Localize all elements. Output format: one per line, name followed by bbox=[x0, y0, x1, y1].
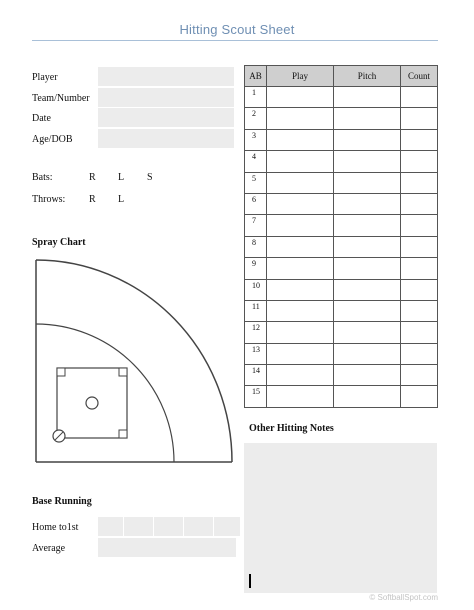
table-row bbox=[245, 172, 438, 193]
table-row bbox=[245, 193, 438, 214]
ab-number: 3 bbox=[245, 129, 267, 150]
pitch-cell[interactable] bbox=[334, 386, 401, 407]
pitch-cell[interactable] bbox=[334, 193, 401, 214]
spray-chart-diagram[interactable] bbox=[35, 258, 235, 466]
play-cell[interactable] bbox=[267, 215, 334, 236]
table-row bbox=[245, 151, 438, 172]
ab-number: 12 bbox=[245, 322, 267, 343]
count-cell[interactable] bbox=[401, 258, 438, 279]
count-cell[interactable] bbox=[401, 172, 438, 193]
age-dob-label: Age/DOB bbox=[32, 134, 73, 145]
table-row bbox=[245, 343, 438, 364]
throws-label: Throws: bbox=[32, 194, 66, 205]
average-field[interactable] bbox=[98, 538, 236, 557]
first-base bbox=[119, 430, 127, 438]
table-row bbox=[245, 279, 438, 300]
play-cell[interactable] bbox=[267, 322, 334, 343]
count-cell[interactable] bbox=[401, 87, 438, 108]
outfield-fence bbox=[36, 260, 232, 462]
play-cell[interactable] bbox=[267, 258, 334, 279]
player-label: Player bbox=[32, 72, 58, 83]
play-cell[interactable] bbox=[267, 129, 334, 150]
other-notes-box[interactable] bbox=[244, 443, 437, 593]
play-cell[interactable] bbox=[267, 236, 334, 257]
pitch-cell[interactable] bbox=[334, 258, 401, 279]
play-cell[interactable] bbox=[267, 365, 334, 386]
pitch-cell[interactable] bbox=[334, 365, 401, 386]
pitch-cell[interactable] bbox=[334, 87, 401, 108]
table-row bbox=[245, 300, 438, 321]
ab-number: 2 bbox=[245, 108, 267, 129]
pitch-cell[interactable] bbox=[334, 151, 401, 172]
team-number-field[interactable] bbox=[98, 88, 234, 107]
play-cell[interactable] bbox=[267, 343, 334, 364]
play-cell[interactable] bbox=[267, 300, 334, 321]
col-header-ab: AB bbox=[245, 66, 267, 87]
throws-right-option[interactable]: R bbox=[89, 194, 96, 205]
average-label: Average bbox=[32, 543, 66, 554]
table-row bbox=[245, 236, 438, 257]
watermark-text: © SoftballSpot.com bbox=[369, 593, 438, 602]
ab-number: 5 bbox=[245, 172, 267, 193]
count-cell[interactable] bbox=[401, 386, 438, 407]
ab-number: 1 bbox=[245, 87, 267, 108]
home-to-first-label: Home to1st bbox=[32, 522, 79, 533]
count-cell[interactable] bbox=[401, 322, 438, 343]
col-header-play: Play bbox=[267, 66, 334, 87]
play-cell[interactable] bbox=[267, 172, 334, 193]
pitchers-mound bbox=[86, 397, 98, 409]
pitch-cell[interactable] bbox=[334, 215, 401, 236]
player-field[interactable] bbox=[98, 67, 234, 86]
team-number-label: Team/Number bbox=[32, 93, 90, 104]
home-to-first-fields bbox=[98, 517, 240, 536]
ab-number: 9 bbox=[245, 258, 267, 279]
bats-label: Bats: bbox=[32, 172, 53, 183]
count-cell[interactable] bbox=[401, 279, 438, 300]
title-divider bbox=[32, 40, 438, 41]
second-base bbox=[57, 368, 65, 376]
ab-number: 6 bbox=[245, 193, 267, 214]
count-cell[interactable] bbox=[401, 343, 438, 364]
ab-number: 4 bbox=[245, 151, 267, 172]
count-cell[interactable] bbox=[401, 193, 438, 214]
home-to-first-time-4[interactable] bbox=[184, 517, 214, 536]
pitch-cell[interactable] bbox=[334, 343, 401, 364]
play-cell[interactable] bbox=[267, 108, 334, 129]
table-row bbox=[245, 108, 438, 129]
count-cell[interactable] bbox=[401, 129, 438, 150]
table-row bbox=[245, 322, 438, 343]
ab-number: 7 bbox=[245, 215, 267, 236]
date-label: Date bbox=[32, 113, 51, 124]
play-cell[interactable] bbox=[267, 386, 334, 407]
pitch-cell[interactable] bbox=[334, 129, 401, 150]
ab-number: 10 bbox=[245, 279, 267, 300]
home-to-first-time-1[interactable] bbox=[98, 517, 124, 536]
pitch-cell[interactable] bbox=[334, 236, 401, 257]
third-base bbox=[119, 368, 127, 376]
count-cell[interactable] bbox=[401, 151, 438, 172]
other-notes-title: Other Hitting Notes bbox=[249, 423, 334, 434]
play-cell[interactable] bbox=[267, 279, 334, 300]
at-bat-table bbox=[244, 65, 438, 408]
home-to-first-time-3[interactable] bbox=[154, 517, 184, 536]
table-header-row bbox=[245, 66, 438, 87]
home-to-first-time-2[interactable] bbox=[124, 517, 154, 536]
age-dob-field[interactable] bbox=[98, 129, 234, 148]
table-row bbox=[245, 215, 438, 236]
bats-left-option[interactable]: L bbox=[118, 172, 125, 183]
col-header-pitch: Pitch bbox=[334, 66, 401, 87]
page-title: Hitting Scout Sheet bbox=[179, 22, 295, 37]
ab-number: 11 bbox=[245, 300, 267, 321]
count-cell[interactable] bbox=[401, 215, 438, 236]
pitch-cell[interactable] bbox=[334, 300, 401, 321]
play-cell[interactable] bbox=[267, 151, 334, 172]
text-cursor bbox=[249, 574, 251, 588]
ab-number: 13 bbox=[245, 343, 267, 364]
pitch-cell[interactable] bbox=[334, 279, 401, 300]
count-cell[interactable] bbox=[401, 108, 438, 129]
pitch-cell[interactable] bbox=[334, 108, 401, 129]
count-cell[interactable] bbox=[401, 365, 438, 386]
table-row bbox=[245, 258, 438, 279]
pitch-cell[interactable] bbox=[334, 322, 401, 343]
ab-number: 15 bbox=[245, 386, 267, 407]
ab-number: 14 bbox=[245, 365, 267, 386]
count-cell[interactable] bbox=[401, 236, 438, 257]
table-row bbox=[245, 365, 438, 386]
table-row bbox=[245, 129, 438, 150]
ab-number: 8 bbox=[245, 236, 267, 257]
col-header-count: Count bbox=[401, 66, 438, 87]
throws-left-option[interactable]: L bbox=[118, 194, 125, 205]
count-cell[interactable] bbox=[401, 300, 438, 321]
play-cell[interactable] bbox=[267, 87, 334, 108]
date-field[interactable] bbox=[98, 108, 234, 127]
spray-chart-title: Spray Chart bbox=[32, 237, 86, 248]
pitch-cell[interactable] bbox=[334, 172, 401, 193]
play-cell[interactable] bbox=[267, 193, 334, 214]
base-running-title: Base Running bbox=[32, 496, 92, 507]
table-row bbox=[245, 87, 438, 108]
home-to-first-time-5[interactable] bbox=[214, 517, 240, 536]
table-row bbox=[245, 386, 438, 407]
bats-switch-option[interactable]: S bbox=[147, 172, 153, 183]
bats-right-option[interactable]: R bbox=[89, 172, 96, 183]
